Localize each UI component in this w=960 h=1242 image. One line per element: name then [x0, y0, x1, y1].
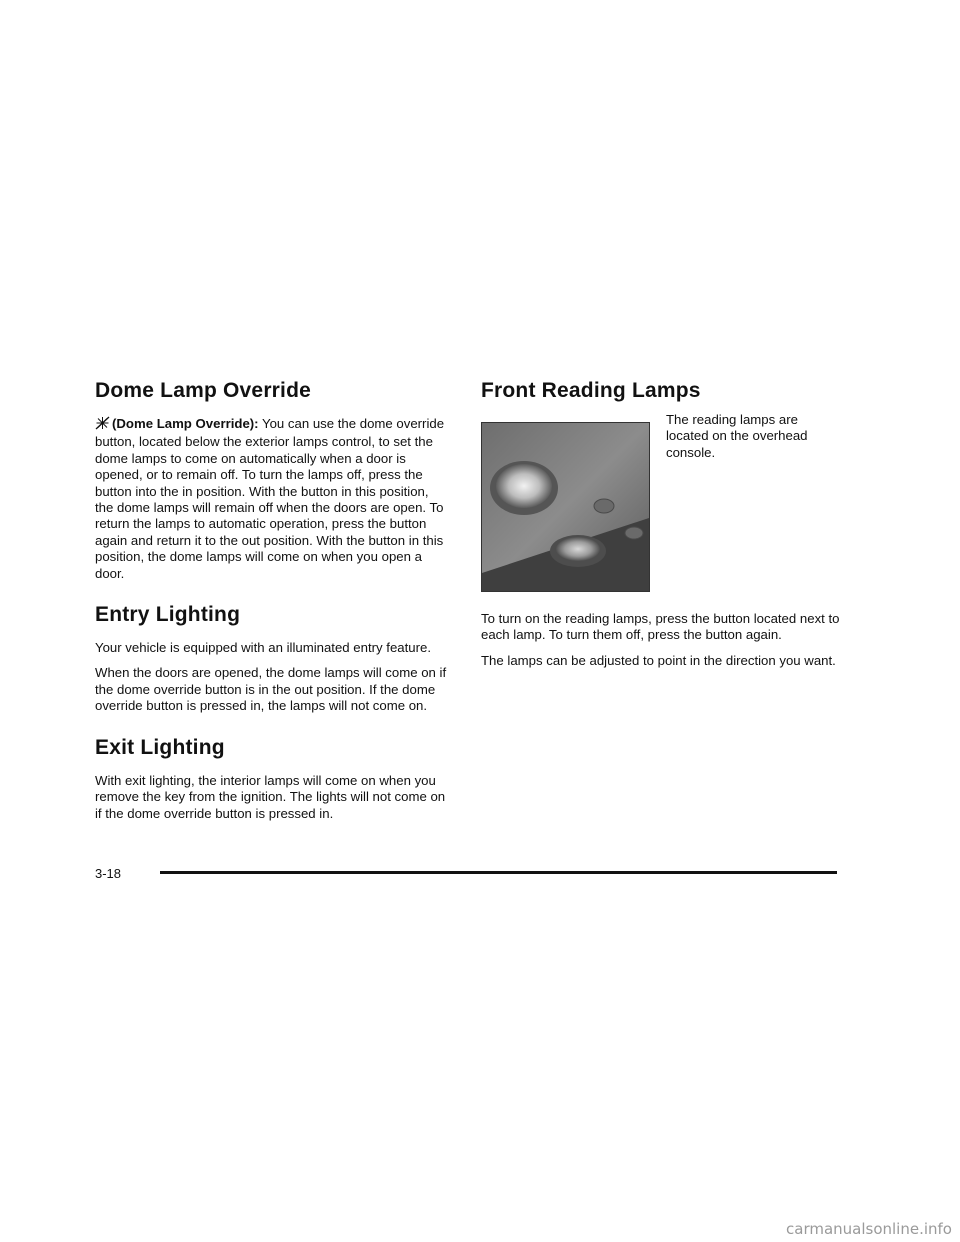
left-column — [95, 378, 447, 831]
dome-override-text: You can use the dome override button, located below the exterior lamps control, to set the dome lamps to come on automatically when a door is opened, or to remain off. To turn the lamps off, press the button into the in position. With the button in this position, the dome lamps will remain off when the doors are open. To return the lamps to automatic operation, press the button again and return it to the out position. With the button in this position, the dome lamps will come on when you open a door. — [95, 416, 445, 581]
right-column — [481, 378, 841, 678]
dome-lamp-override-heading: Dome Lamp Override — [95, 379, 311, 402]
exit-lighting-p1: With exit lighting, the interior lamps will come on when you remove the key from the ignition. The lights will not come on if the dome override button is pressed in. — [95, 772, 446, 821]
front-reading-lamps-heading: Front Reading Lamps — [481, 379, 701, 402]
dome-lamp-override-icon — [95, 416, 110, 434]
reading-lamps-figure — [481, 412, 841, 587]
reading-lamps-p2: The lamps can be adjusted to point in the direction you want. — [481, 652, 836, 668]
entry-lighting-p1: Your vehicle is equipped with an illuminated entry feature. — [95, 640, 431, 656]
watermark-link[interactable]: carmanualsonline.info — [742, 1216, 960, 1242]
page-number: 3-18 — [95, 866, 122, 881]
dome-override-paragraph — [95, 416, 447, 582]
reading-lamps-photo — [481, 422, 650, 592]
entry-lighting-heading: Entry Lighting — [95, 603, 241, 627]
reading-lamps-caption: The reading lamps are located on the overhead console. — [666, 412, 808, 460]
entry-lighting-p2: When the doors are opened, the dome lamps will come on if the dome override button is in the out position. If the dome override button is pressed in, the lamps will not come on. — [95, 665, 447, 714]
reading-lamps-p1: To turn on the reading lamps, press the button located next to each lamp. To turn them off, press the button again. — [481, 611, 840, 643]
exit-lighting-heading: Exit Lighting — [95, 735, 225, 759]
footer-rule — [160, 871, 837, 874]
dome-override-lead-label: (Dome Lamp Override): — [112, 416, 259, 431]
